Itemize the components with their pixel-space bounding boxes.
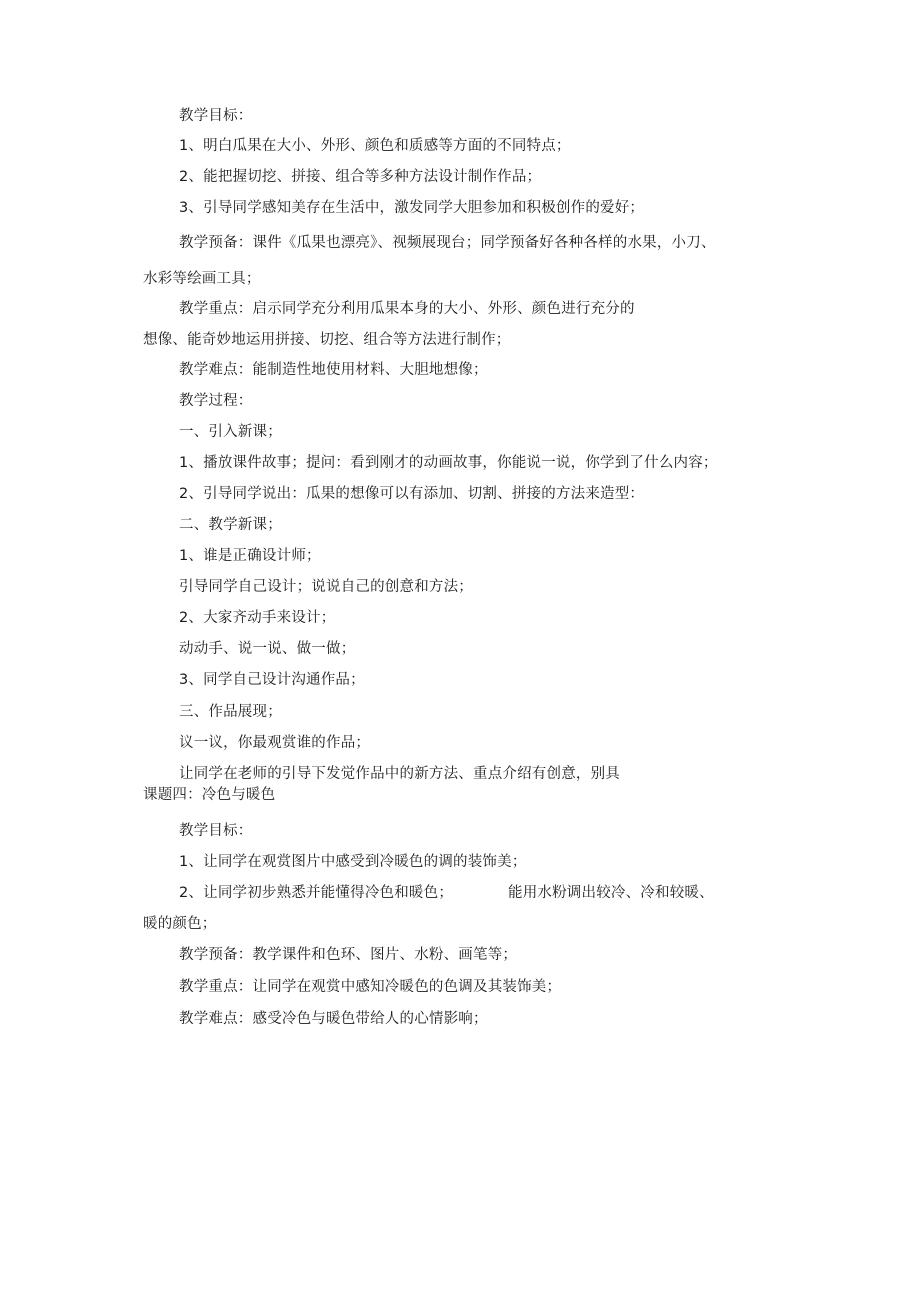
process-item-1: 1、播放课件故事；提问：看到刚才的动画故事，你能说一说，你学到了什么内容；: [179, 455, 718, 471]
lesson-four-title: 课题四：冷色与暖色: [143, 787, 276, 803]
preparation-line: 教学预备：课件《瓜果也漂亮》、视频展现台；同学预备好各种各样的水果，小刀、: [179, 235, 716, 251]
goal2-item-2-cont: 暖的颜色；: [143, 916, 217, 932]
section-display: 三、作品展现；: [179, 704, 282, 720]
goal2-item-2: 2、让同学初步熟悉并能懂得冷色和暖色；: [179, 885, 454, 901]
preparation-line-cont: 水彩等绘画工具；: [143, 271, 261, 287]
key-point-line-cont: 想像、能奇妙地运用拼接、切挖、组合等方法进行制作；: [143, 332, 511, 348]
goal-item-2: 2、能把握切挖、拼接、组合等多种方法设计制作作品；: [179, 169, 542, 185]
section-intro: 一、引入新课；: [179, 424, 282, 440]
heading-teaching-process: 教学过程：: [179, 393, 253, 409]
goal-item-3: 3、引导同学感知美存在生活中，激发同学大胆参加和积极创作的爱好；: [179, 200, 645, 216]
goal2-item-1: 1、让同学在观赏图片中感受到冷暖色的调的装饰美；: [179, 854, 527, 870]
key-point-line-2: 教学重点：让同学在观赏中感知冷暖色的色调及其装饰美；: [179, 979, 562, 995]
display-text-2: 让同学在老师的引导下发觉作品中的新方法、重点介绍有创意，别具: [179, 766, 620, 782]
goal-item-1: 1、明白瓜果在大小、外形、颜色和质感等方面的不同特点；: [179, 138, 571, 154]
goal2-item-2-extra: 能用水粉调出较冷、冷和较暖、: [508, 885, 714, 901]
new-lesson-text-2: 动动手、说一说、做一做；: [179, 641, 356, 657]
heading-teaching-goals: 教学目标：: [179, 108, 253, 124]
new-lesson-item-1: 1、谁是正确设计师；: [179, 548, 321, 564]
section-new-lesson: 二、教学新课；: [179, 517, 282, 533]
new-lesson-item-3: 3、同学自己设计沟通作品；: [179, 672, 365, 688]
key-point-line: 教学重点：启示同学充分利用瓜果本身的大小、外形、颜色进行充分的: [179, 301, 635, 317]
difficulty-line-2: 教学难点：感受冷色与暖色带给人的心情影响；: [179, 1011, 488, 1027]
display-text-1: 议一议，你最观赏谁的作品；: [179, 735, 371, 751]
preparation-line-2: 教学预备：教学课件和色环、图片、水粉、画笔等；: [179, 947, 518, 963]
difficulty-line: 教学难点：能制造性地使用材料、大胆地想像；: [179, 362, 488, 378]
process-item-2: 2、引导同学说出：瓜果的想像可以有添加、切割、拼接的方法来造型：: [179, 486, 645, 502]
new-lesson-text-1: 引导同学自己设计；说说自己的创意和方法；: [179, 579, 473, 595]
new-lesson-item-2: 2、大家齐动手来设计；: [179, 610, 336, 626]
heading-teaching-goals-2: 教学目标：: [179, 823, 253, 839]
